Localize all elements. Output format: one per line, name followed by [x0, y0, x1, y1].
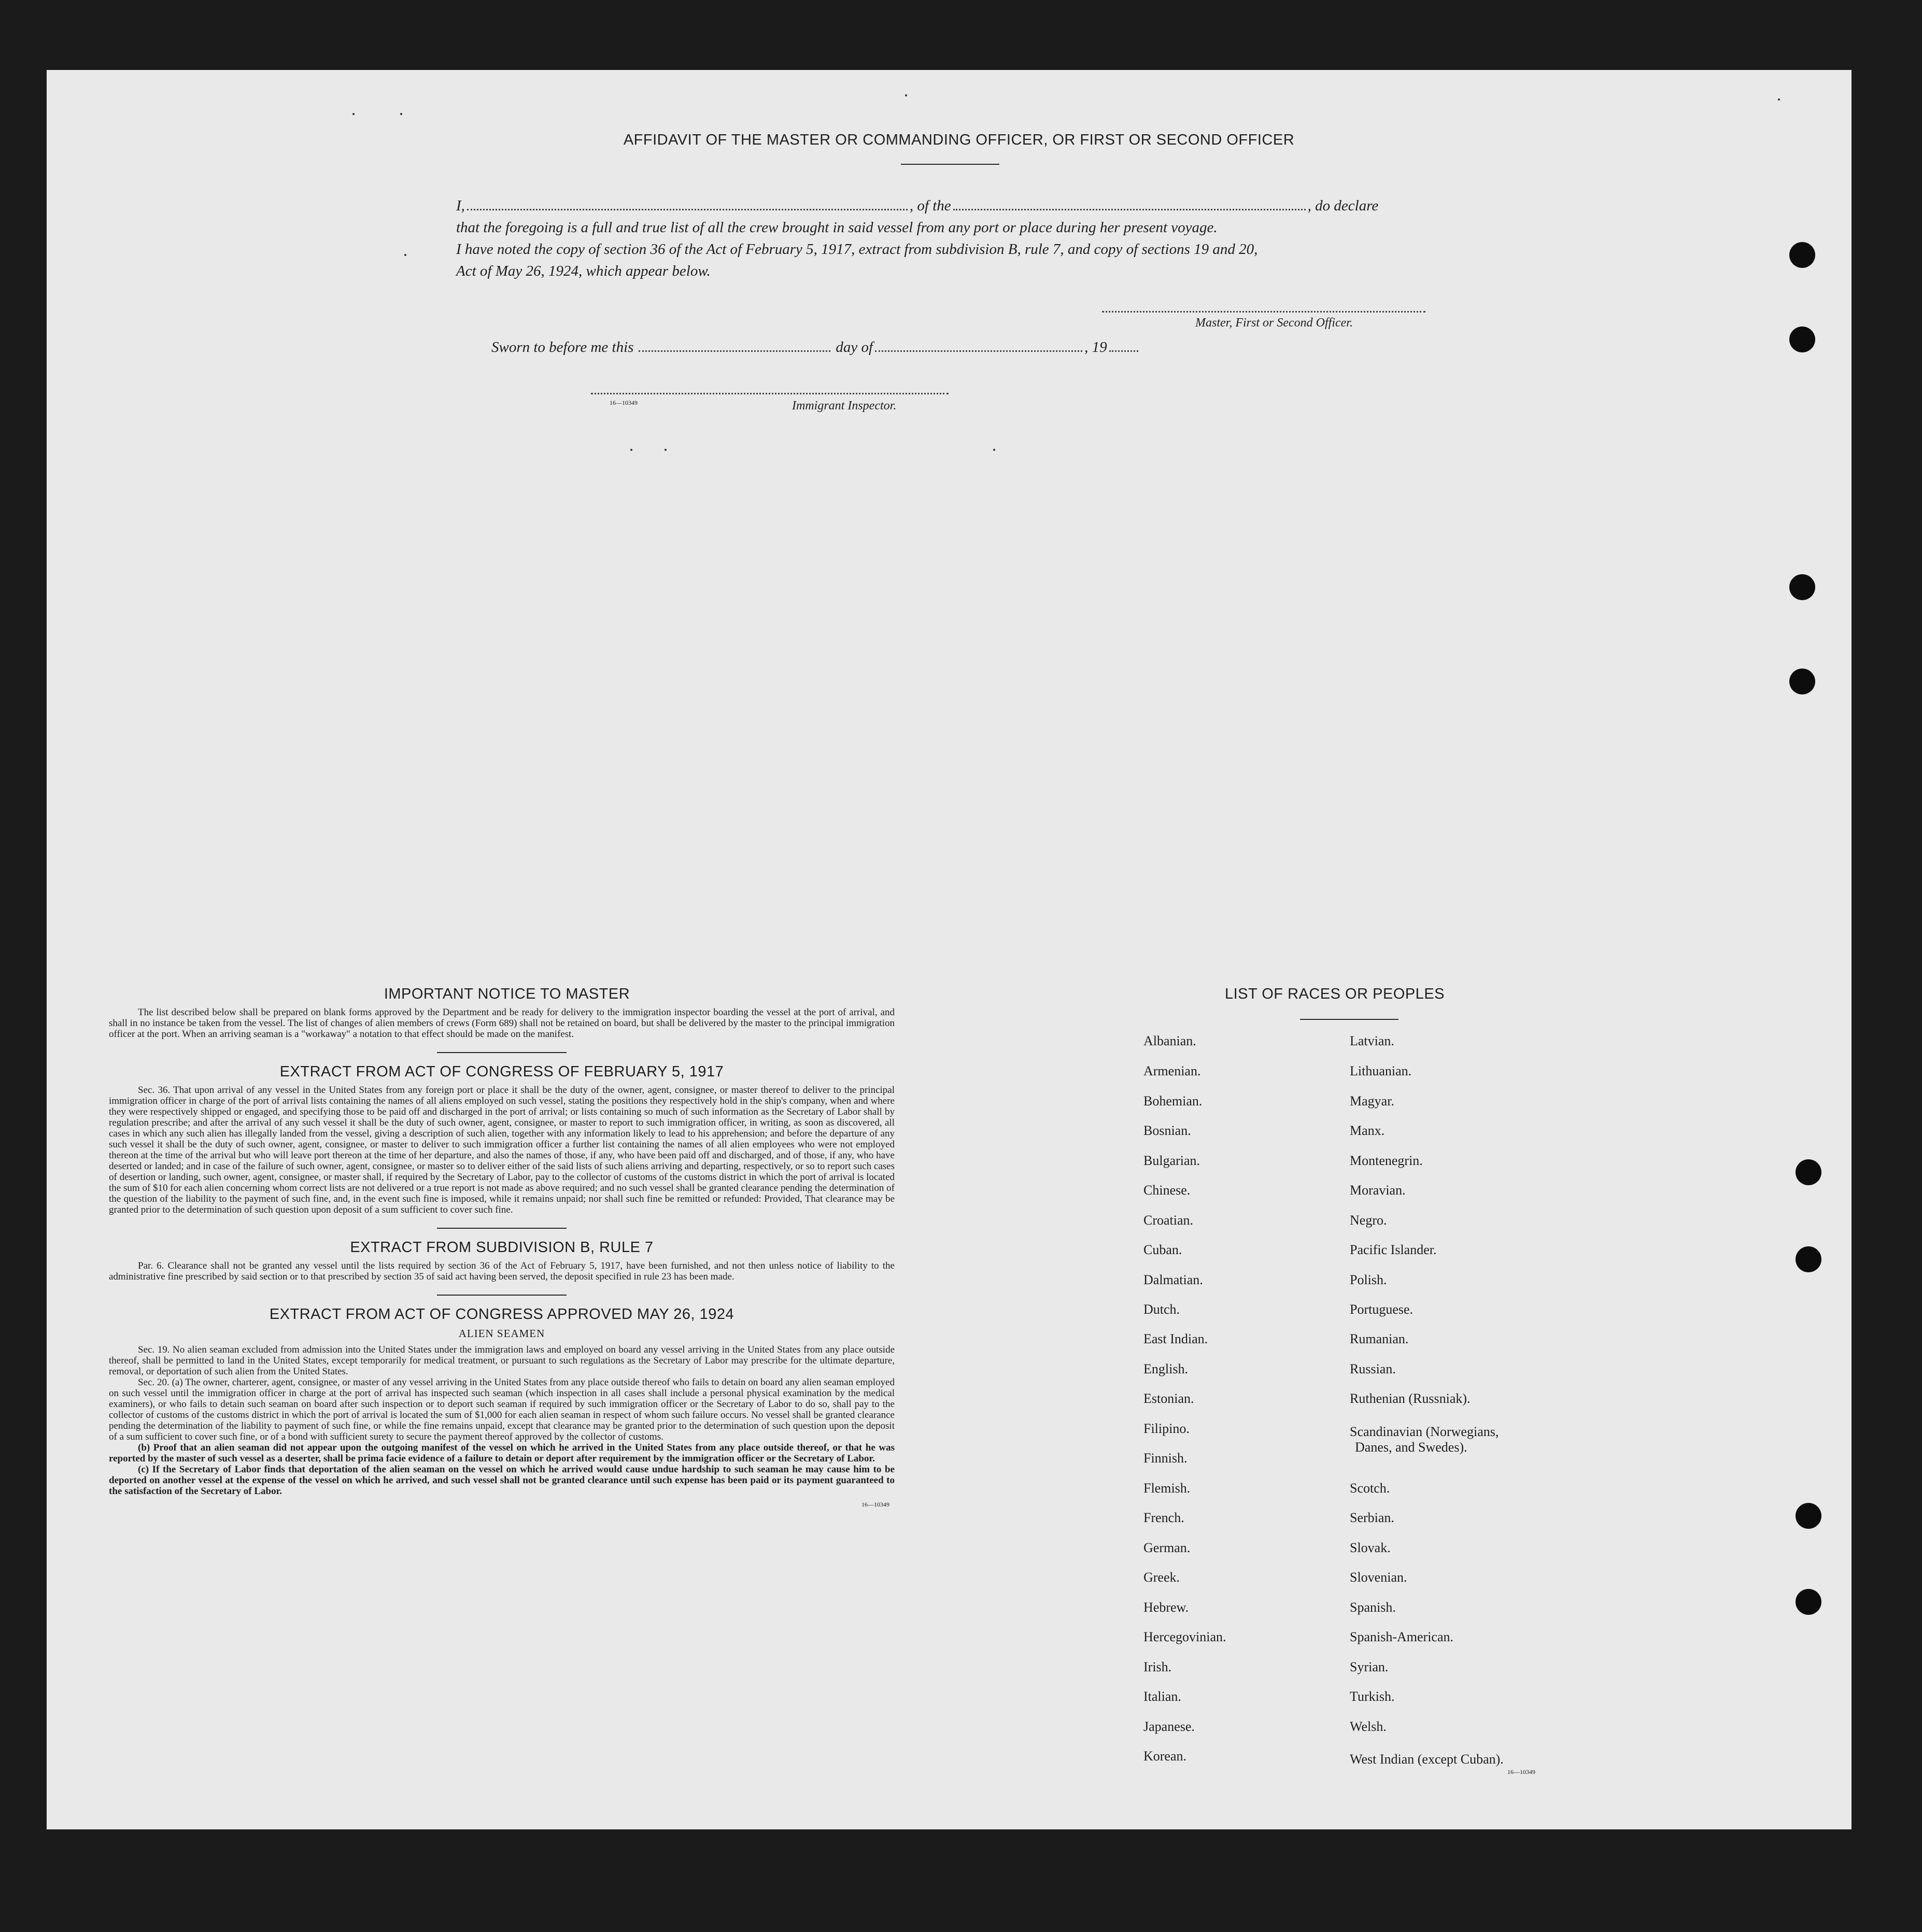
- punch-hole: [1796, 1159, 1821, 1185]
- races-underline: [1300, 1019, 1398, 1020]
- race-item: Pacific Islander.: [1350, 1242, 1437, 1257]
- speck: [1778, 98, 1780, 101]
- punch-hole: [1789, 574, 1815, 600]
- master-signature-label: Master, First or Second Officer.: [1195, 316, 1353, 330]
- race-item: Croatian.: [1143, 1213, 1194, 1228]
- affidavit-title: AFFIDAVIT OF THE MASTER OR COMMANDING OFFICER, OR FIRST OR SECOND OFFICER: [623, 132, 1295, 148]
- notice-title: IMPORTANT NOTICE TO MASTER: [384, 986, 630, 1002]
- race-item: Serbian.: [1350, 1510, 1394, 1525]
- race-item: Ruthenian (Russniak).: [1350, 1391, 1471, 1406]
- affidavit-line-3: I have noted the copy of section 36 of the Act of February 5, 1917, extract from subdivision B, rule 7, and copy of sections 19 and 20,: [456, 241, 1258, 258]
- race-item: West Indian (except Cuban).: [1350, 1752, 1504, 1767]
- race-item: Filipino.: [1143, 1421, 1190, 1436]
- race-item: Bohemian.: [1143, 1093, 1203, 1109]
- notice-body: The list described below shall be prepared on blank forms approved by the Department and be ready for delivery to the immigration inspector boarding the vessel at the port of arrival, and shall in no instance be taken from the vessel. The list of changes of alien members of crews (Form 689) shall not be retained on board, but shall be delivered by the master to the principal immigration officer at the port. When an arriving seaman is a "workaway" a notation to that effect should be made on the manifest.: [109, 1007, 895, 1040]
- race-item: Negro.: [1350, 1213, 1387, 1228]
- races-column-1: [1143, 1033, 1340, 1769]
- race-item: Greek.: [1143, 1570, 1180, 1585]
- punch-hole: [1796, 1503, 1821, 1529]
- race-item: Rumanian.: [1350, 1331, 1409, 1346]
- extract-1917-title: EXTRACT FROM ACT OF CONGRESS OF FEBRUARY 5, 1917: [279, 1063, 724, 1080]
- punch-hole: [1789, 326, 1815, 352]
- affidavit-do-declare: , do declare: [1307, 197, 1379, 214]
- punch-hole: [1789, 242, 1815, 268]
- sworn-month-field[interactable]: [875, 350, 1082, 352]
- speck: [993, 449, 995, 451]
- extract-1924-subtitle: ALIEN SEAMEN: [458, 1327, 545, 1340]
- race-item: Montenegrin.: [1350, 1153, 1423, 1168]
- race-item: Estonian.: [1143, 1391, 1194, 1406]
- punch-hole: [1789, 669, 1815, 694]
- race-item: Portuguese.: [1350, 1302, 1414, 1317]
- race-item: Japanese.: [1143, 1719, 1195, 1734]
- race-item: Bulgarian.: [1143, 1153, 1200, 1168]
- affidavit-line-2: that the foregoing is a full and true list of all the crew brought in said vessel from any port or place during her present voyage.: [456, 219, 1218, 236]
- section-divider: [437, 1052, 567, 1053]
- race-item: Scotch.: [1350, 1481, 1390, 1496]
- race-item: Magyar.: [1350, 1093, 1394, 1109]
- affidavit-of-the: , of the: [909, 197, 951, 214]
- name-field[interactable]: [467, 209, 908, 210]
- sec-20c-body: (c) If the Secretary of Labor finds that deportation of the alien seaman on the vessel on which he arrived would cause undue hardship to such seaman he may cause him to be deported on another vessel at the expense of the vessel on which he arrived, and such vessel shall not be granted clearance until such expense has been paid or its payment guaranteed to the satisfaction of the Secretary of Labor.: [109, 1464, 895, 1497]
- sec-19-body: Sec. 19. No alien seaman excluded from admission into the United States under the immigration laws and employed on board any vessel arriving in the United States from any place outside thereof, shall be permitted to land in the United States, except temporarily for medical treatment, or pursuant to such regulations as the Secretary of Labor may prescribe for the ultimate departure, removal, or deportation of such alien from the United States.: [109, 1344, 895, 1377]
- vessel-field[interactable]: [953, 209, 1306, 210]
- race-item: Spanish-American.: [1350, 1629, 1454, 1644]
- race-item: East Indian.: [1143, 1331, 1208, 1346]
- speck: [905, 94, 907, 96]
- race-item: Spanish.: [1350, 1600, 1396, 1615]
- race-item: Flemish.: [1143, 1481, 1191, 1496]
- affidavit-line-4: Act of May 26, 1924, which appear below.: [456, 263, 711, 279]
- speck: [630, 449, 632, 451]
- race-item: Polish.: [1350, 1272, 1387, 1287]
- legal-column: [109, 986, 895, 1509]
- race-item: Slovak.: [1350, 1540, 1391, 1555]
- affidavit-i: I,: [456, 197, 465, 214]
- rule7-body: Par. 6. Clearance shall not be granted any vessel until the lists required by section 36 of the Act of February 5, 1917, have been furnished, and not then unless notice of liability to the administrative fine prescribed by said section or to that prescribed by section 35 of said act having been served, the deposit specified in rule 23 has been made.: [109, 1260, 895, 1282]
- races-column-2: [1350, 1033, 1567, 1769]
- race-item: Italian.: [1143, 1689, 1181, 1704]
- race-item: Irish.: [1143, 1659, 1172, 1674]
- race-item: Dalmatian.: [1143, 1272, 1203, 1287]
- sec-20a-body: Sec. 20. (a) The owner, charterer, agent, consignee, or master of any vessel arriving in the United States from any place outside thereof who fails to detain on board any alien seaman employed on such vessel until the immigration officer in charge at the port of arrival has inspected such seaman (which inspection in all cases shall include a personal physical examination by the medical examiners), or who fails to detain such seaman on board after such inspection or to deport such seaman if required by such immigration officer or the Secretary of Labor to do so, shall pay to the collector of customs of the customs district in which the port of arrival is located the sum of $1,000 for each alien seaman in respect of whom such failure occurs. No vessel shall be granted clearance pending the determination of the liability to payment of such fine, or while the fine remains unpaid, except that clearance may be granted prior to the determination of such question upon the deposit of a sum sufficient to cover such fine, or of a bond with sufficient surety to secure the payment thereof approved by the collector of customs.: [109, 1377, 895, 1442]
- race-item: Bosnian.: [1143, 1123, 1191, 1138]
- master-signature-line[interactable]: [1102, 311, 1425, 312]
- affidavit-declaration: [456, 195, 1447, 282]
- race-item: English.: [1143, 1361, 1188, 1376]
- race-item: Welsh.: [1350, 1719, 1387, 1734]
- extract-form-number: 16—10349: [861, 1501, 889, 1508]
- race-item: Finnish.: [1143, 1451, 1188, 1466]
- race-item: Moravian.: [1350, 1183, 1406, 1198]
- race-item: Chinese.: [1143, 1183, 1191, 1198]
- affidavit-form-number: 16—10349: [610, 399, 638, 406]
- title-underline: [901, 164, 999, 165]
- race-item: Hebrew.: [1143, 1600, 1189, 1615]
- sec-20b-body: (b) Proof that an alien seaman did not appear upon the outgoing manifest of the vessel on which he arrived in the United States from any place outside thereof, or that he was reported by the master of such vessel as a deserter, shall be prima facie evidence of a failure to detain or deport after requirement by the immigration officer or the Secretary of Labor.: [109, 1442, 895, 1464]
- race-item: Lithuanian.: [1350, 1063, 1412, 1078]
- race-item: Hercegovinian.: [1143, 1629, 1226, 1644]
- race-item: Manx.: [1350, 1123, 1385, 1138]
- race-item: French.: [1143, 1510, 1184, 1525]
- race-item: Korean.: [1143, 1749, 1187, 1764]
- day-of-label: day of: [836, 339, 873, 356]
- speck: [665, 449, 667, 451]
- inspector-signature-line[interactable]: [591, 393, 949, 394]
- race-item: Slovenian.: [1350, 1570, 1407, 1585]
- extract-1917-body: Sec. 36. That upon arrival of any vessel in the United States from any foreign port or place it shall be the duty of the owner, agent, consignee, or master thereof to deliver to the principal immigration officer in charge of the port of arrival lists containing the names of all aliens employed on such vessel, stating the positions they respectively hold in the ship's company, when and where they were respectively shipped or engaged, and specifying those to be paid off and discharged in the port of arrival; or lists containing so much of such information as the Secretary of Labor shall by regulation prescribe; and after the arrival of any such vessel it shall be the duty of such owner, agent, consignee, or master to report to such immigration officer, in writing, as soon as discovered, all cases in which any such alien has illegally landed from the vessel, giving a description of such alien, together with any information likely to lead to his apprehension; and before the departure of any such vessel it shall be the duty of such owner, agent, consignee, or master to deliver to such immigration officer a further list containing the names of all alien employees who were not employed thereon at the time of the arrival but who will leave port thereon at the time of her departure, and also the names of those, if any, who have been paid off and discharged, and of those, if any, who have deserted or landed; and in case of the failure of such owner, agent, consignee, or master so to deliver either of the said lists of such aliens arriving and departing, respectively, or so to report such cases of desertion or landing, such owner, agent, consignee, or master shall, if required by the Secretary of Labor, pay to the collector of customs of the customs district in which the port of arrival is located the sum of $10 for each alien concerning whom correct lists are not delivered or a true report is not made as above required; and no such vessel shall be granted clearance pending the determination of the question of the liability to the payment of such fine, and, in the event such fine is imposed, while it remains unpaid; nor shall such fine be remitted or refunded: Provided, That clearance may be granted prior to the determination of such question upon deposit of a sum sufficient to cover such fine.: [109, 1085, 895, 1215]
- punch-hole: [1796, 1589, 1821, 1615]
- race-item: Albanian.: [1143, 1033, 1196, 1048]
- races-title: LIST OF RACES OR PEOPLES: [1224, 986, 1445, 1002]
- race-item: Latvian.: [1350, 1033, 1394, 1048]
- race-item: Scandinavian (Norwegians,: [1350, 1424, 1499, 1439]
- race-item: Syrian.: [1350, 1659, 1389, 1674]
- sworn-line: [491, 339, 1138, 356]
- year-label: , 19: [1084, 339, 1107, 356]
- race-item: Russian.: [1350, 1361, 1396, 1376]
- race-item: Armenian.: [1143, 1063, 1201, 1078]
- section-divider: [437, 1295, 567, 1296]
- rule7-title: EXTRACT FROM SUBDIVISION B, RULE 7: [350, 1239, 654, 1256]
- race-item: Dutch.: [1143, 1302, 1180, 1317]
- race-item: German.: [1143, 1540, 1191, 1555]
- sworn-year-field[interactable]: [1109, 350, 1138, 352]
- inspector-signature-label: Immigrant Inspector.: [792, 399, 897, 413]
- document-page: [47, 70, 1852, 1829]
- race-item: Cuban.: [1143, 1242, 1182, 1257]
- speck: [352, 113, 355, 115]
- sworn-label: Sworn to before me this: [491, 339, 634, 356]
- race-item: Turkish.: [1350, 1689, 1395, 1704]
- section-divider: [437, 1228, 567, 1229]
- race-item: Danes, and Swedes).: [1355, 1440, 1467, 1455]
- speck: [404, 254, 406, 256]
- sworn-day-field[interactable]: [639, 350, 830, 352]
- extract-1924-title: EXTRACT FROM ACT OF CONGRESS APPROVED MAY 26, 1924: [269, 1306, 734, 1323]
- punch-hole: [1796, 1246, 1821, 1272]
- races-form-number: 16—10349: [1507, 1768, 1535, 1775]
- speck: [400, 113, 402, 115]
